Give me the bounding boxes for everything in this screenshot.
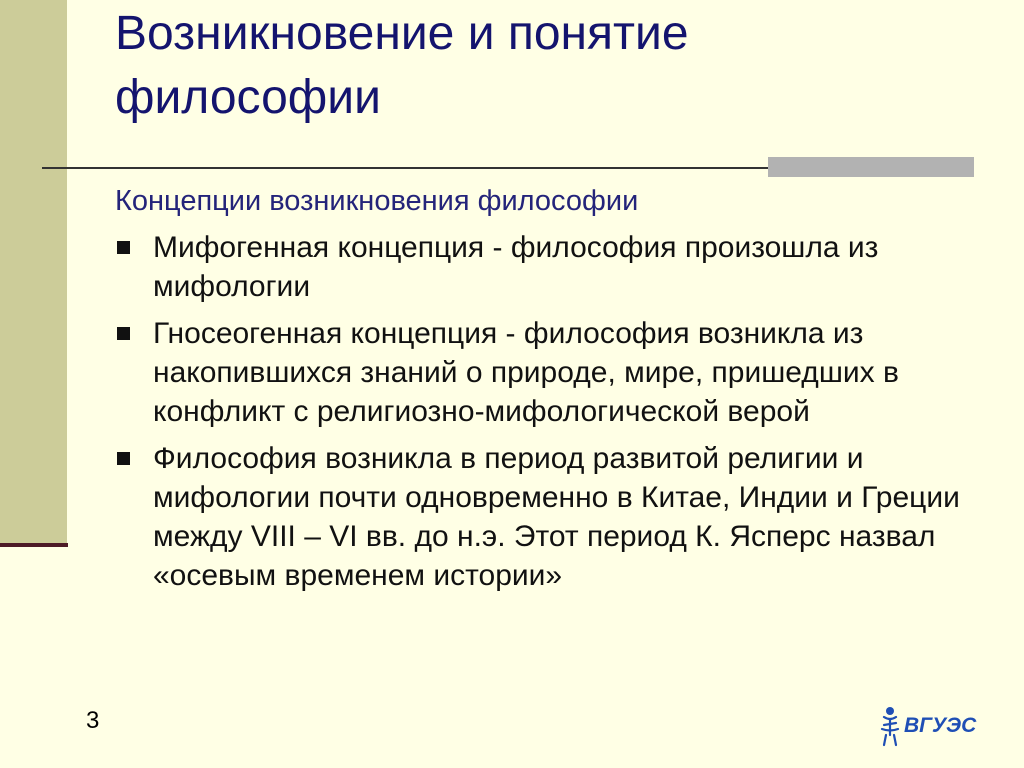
bullet-item: [115, 314, 985, 431]
page-number: 3: [86, 707, 100, 734]
bullet-text: Гносеогенная концепция - философия возникла из накопившихся знаний о природе, мире, пришедших в конфликт с религиозно-мифологической верой: [153, 317, 899, 428]
university-logo: [874, 701, 990, 747]
slide-title-line-2: философии: [115, 71, 381, 124]
bullet-item: [115, 439, 985, 595]
title-accent-bar: [768, 157, 974, 177]
square-bullet-icon: [117, 452, 130, 465]
bullet-text: Мифогенная концепция - философия произошла из мифологии: [153, 231, 879, 303]
slide-subtitle: Концепции возникновения философии: [115, 185, 639, 217]
square-bullet-icon: [117, 327, 130, 340]
bullet-item: [115, 228, 985, 306]
logo-text: ВГУЭС: [904, 714, 977, 737]
bullet-text: Философия возникла в период развитой религии и мифологии почти одновременно в Китае, Индии и Греции между VIII – VI вв. до н.э. Этот период К. Ясперс назвал «осевым временем истории»: [153, 442, 960, 592]
left-decorative-band: [0, 0, 67, 545]
slide-title: [115, 0, 995, 130]
slide-title-line-1: Возникновение и понятие: [115, 7, 689, 60]
square-bullet-icon: [117, 241, 130, 254]
left-decorative-rule: [0, 543, 68, 547]
bullet-list: [115, 228, 985, 603]
